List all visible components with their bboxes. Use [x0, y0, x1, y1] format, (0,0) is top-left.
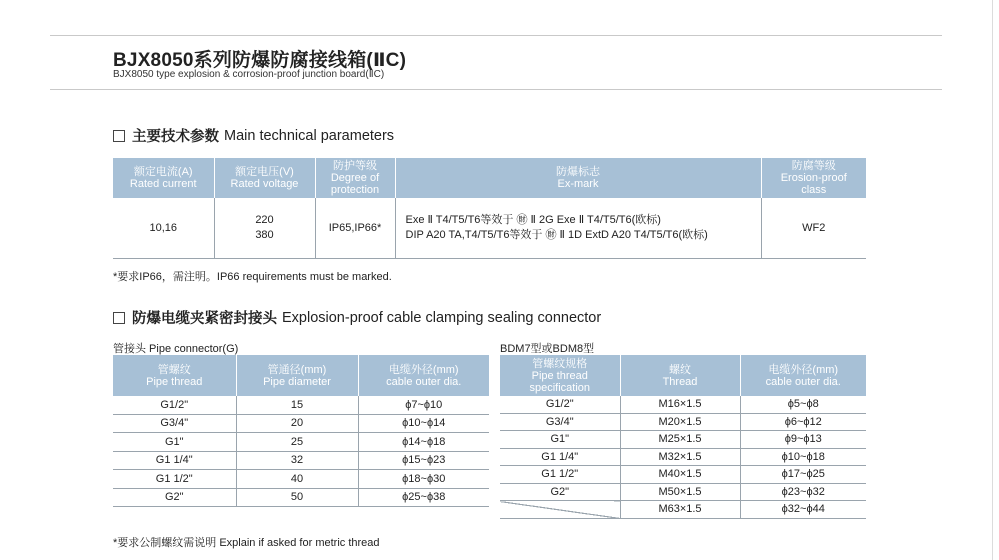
- section-main-params-title: 主要技术参数 Main technical parameters: [113, 125, 394, 146]
- bdm-label: BDM7型或BDM8型: [500, 343, 595, 355]
- table-row: G1/2" M16×1.5 ϕ5~ϕ8: [500, 396, 866, 413]
- col-pipe-thread: 管螺纹 Pipe thread: [113, 355, 236, 396]
- pipe-connector-table: [113, 355, 489, 507]
- col-thread-spec: 管螺纹规格 Pipe thread specification: [500, 355, 620, 396]
- ip66-note: *要求IP66，需注明。IP66 requirements must be marked.: [113, 271, 392, 283]
- page-edge: [992, 0, 993, 560]
- page-title: BJX8050系列防爆防腐接线箱(ⅡC): [113, 50, 407, 71]
- col-thread: 螺纹 Thread: [620, 355, 740, 396]
- top-divider: [50, 35, 942, 36]
- col-rated-voltage: 额定电压(V) Rated voltage: [214, 158, 315, 198]
- cell-protection: IP65,IP66*: [315, 198, 395, 259]
- pipe-connector-label: 管接头 Pipe connector(G): [113, 343, 239, 355]
- table-row: G3/4" M20×1.5 ϕ6~ϕ12: [500, 413, 866, 431]
- col-ex-mark: 防爆标志 Ex-mark: [395, 158, 761, 198]
- table-row: G1/2" 15 ϕ7~ϕ10: [113, 396, 489, 414]
- table-row: G2" M50×1.5 ϕ23~ϕ32: [500, 483, 866, 501]
- table-row: [113, 198, 866, 259]
- table-row: G1" M25×1.5 ϕ9~ϕ13: [500, 431, 866, 449]
- main-params-table: [113, 158, 866, 259]
- empty-diagonal-cell: [500, 501, 620, 519]
- table-header-row: [113, 355, 489, 396]
- table-row: G1 1/2" 40 ϕ18~ϕ30: [113, 470, 489, 489]
- col-erosion-class: 防腐等级 Erosion-proof class: [761, 158, 866, 198]
- table-row: G1 1/2" M40×1.5 ϕ17~ϕ25: [500, 466, 866, 484]
- table-header-row: [500, 355, 866, 396]
- page-subtitle: BJX8050 type explosion & corrosion-proof junction board(ⅡC): [113, 69, 385, 80]
- table-header-row: [113, 158, 866, 198]
- table-row: G1 1/4" M32×1.5 ϕ10~ϕ18: [500, 448, 866, 466]
- table-row: G2" 50 ϕ25~ϕ38: [113, 488, 489, 507]
- cell-current: 10,16: [113, 198, 214, 259]
- col-cable-dia: 电缆外径(mm) cable outer dia.: [358, 355, 489, 396]
- table-row: G1" 25 ϕ14~ϕ18: [113, 433, 489, 452]
- cell-class: WF2: [761, 198, 866, 259]
- cell-voltage: 220 380: [214, 198, 315, 259]
- table-row: G1 1/4" 32 ϕ15~ϕ23: [113, 451, 489, 470]
- section-connector-title: 防爆电缆夹紧密封接头 Explosion-proof cable clamping sealing connector: [113, 307, 601, 328]
- square-bullet-icon: [113, 130, 125, 142]
- table-row: G3/4" 20 ϕ10~ϕ14: [113, 414, 489, 433]
- header-divider: [50, 89, 942, 90]
- col-cable-dia: 电缆外径(mm) cable outer dia.: [740, 355, 866, 396]
- square-bullet-icon: [113, 312, 125, 324]
- cell-ex-mark: Exe Ⅱ T4/T5/T6等效于 ㊖ Ⅱ 2G Exe Ⅱ T4/T5/T6(欧标) DIP A20 TA,T4/T5/T6等效于 ㊖ Ⅱ 1D ExtD A20 T4/T5/T6(欧标): [395, 198, 761, 259]
- table-row: M63×1.5 ϕ32~ϕ44: [500, 501, 866, 519]
- metric-thread-note: *要求公制螺纹需说明 Explain if asked for metric thread: [113, 537, 380, 549]
- bdm-connector-table: [500, 355, 866, 519]
- col-rated-current: 额定电流(A) Rated current: [113, 158, 214, 198]
- col-protection: 防护等级 Degree of protection: [315, 158, 395, 198]
- col-pipe-diameter: 管通径(mm) Pipe diameter: [236, 355, 358, 396]
